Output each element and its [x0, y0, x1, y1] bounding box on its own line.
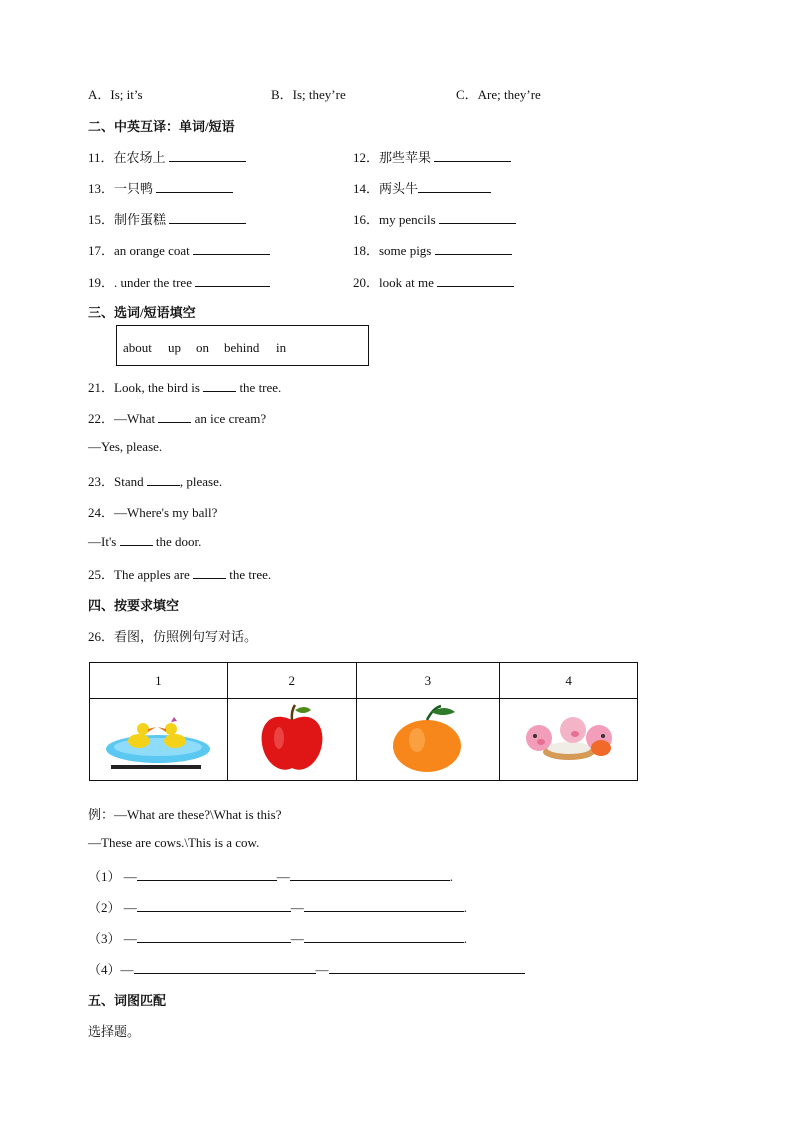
example-question: 例：—What are these?\What is this?	[88, 807, 282, 822]
word-bank	[116, 325, 369, 366]
answer-blank[interactable]	[158, 410, 191, 423]
orange-picture	[356, 699, 500, 781]
word-bank-word: on	[196, 340, 209, 355]
ducks-image	[103, 705, 213, 771]
answer-blank[interactable]	[437, 274, 514, 287]
word-bank-word: in	[276, 340, 287, 355]
answer-blank[interactable]	[203, 379, 236, 392]
table-header-cell: 2	[227, 663, 356, 699]
answer-blank[interactable]	[134, 961, 316, 974]
apple-image	[257, 702, 327, 774]
item-11: 11．在农场上	[88, 147, 246, 166]
question-21: 21．Look, the bird is the tree.	[88, 380, 282, 395]
table-header-cell: 3	[356, 663, 500, 699]
apple-picture	[227, 699, 356, 781]
section-5-title: 五、词图匹配	[88, 993, 167, 1008]
answer-blank[interactable]	[120, 533, 153, 546]
answer-blank[interactable]	[434, 149, 511, 162]
answer-row-4: （4）— —	[88, 959, 525, 978]
ducks-picture	[90, 699, 228, 781]
answer-blank[interactable]	[147, 473, 180, 486]
option-a: A．Is; it’s	[88, 87, 143, 102]
item-19: 19．. under the tree	[88, 272, 270, 291]
answer-blank[interactable]	[137, 868, 277, 881]
answer-blank[interactable]	[137, 930, 291, 943]
answer-blank[interactable]	[304, 899, 464, 912]
item-20: 20．look at me	[353, 272, 514, 291]
question-24-reply: —It's the door.	[88, 534, 202, 549]
question-25: 25．The apples are the tree.	[88, 567, 272, 582]
answer-blank[interactable]	[329, 961, 525, 974]
question-22: 22．—What an ice cream?	[88, 411, 267, 426]
pigs-image	[519, 708, 619, 768]
question-23: 23．Stand , please.	[88, 474, 223, 489]
answer-blank[interactable]	[290, 868, 450, 881]
answer-blank[interactable]	[193, 566, 226, 579]
item-12: 12．那些苹果	[353, 147, 511, 166]
answer-blank[interactable]	[137, 899, 291, 912]
item-14: 14．两头牛	[353, 178, 491, 197]
answer-blank[interactable]	[169, 149, 246, 162]
question-22-reply: —Yes, please.	[88, 439, 163, 454]
answer-row-2: （2） — — .	[88, 900, 468, 915]
word-bank-word: up	[168, 340, 181, 355]
word-bank-word: about	[123, 340, 152, 355]
answer-blank[interactable]	[195, 274, 270, 287]
question-24: 24．—Where's my ball?	[88, 505, 218, 520]
answer-row-3: （3） — — .	[88, 931, 468, 946]
answer-blank[interactable]	[193, 242, 270, 255]
item-18: 18．some pigs	[353, 240, 512, 259]
item-15: 15．制作蛋糕	[88, 209, 246, 228]
answer-blank[interactable]	[439, 211, 516, 224]
section-4-title: 四、按要求填空	[88, 598, 180, 613]
option-b: B．Is; they’re	[271, 87, 346, 102]
pigs-picture	[500, 699, 638, 781]
picture-table	[89, 662, 638, 781]
answer-blank[interactable]	[156, 180, 233, 193]
answer-blank[interactable]	[418, 180, 491, 193]
question-26: 26．看图，仿照例句写对话。	[88, 629, 258, 644]
orange-image	[389, 702, 467, 774]
table-header-cell: 4	[500, 663, 638, 699]
item-16: 16．my pencils	[353, 209, 516, 228]
word-bank-word: behind	[224, 340, 260, 355]
example-answer: —These are cows.\This is a cow.	[88, 835, 260, 850]
section-2-title: 二、中英互译：单词/短语	[88, 119, 235, 134]
answer-blank[interactable]	[169, 211, 246, 224]
item-17: 17．an orange coat	[88, 240, 270, 259]
section-3-title: 三、选词/短语填空	[88, 305, 196, 320]
item-13: 13．一只鸭	[88, 178, 233, 197]
answer-blank[interactable]	[304, 930, 464, 943]
table-header-cell: 1	[90, 663, 228, 699]
section-5-note: 选择题。	[88, 1024, 141, 1039]
answer-row-1: （1） — — .	[88, 869, 454, 884]
answer-blank[interactable]	[435, 242, 512, 255]
option-c: C．Are; they’re	[456, 87, 541, 102]
